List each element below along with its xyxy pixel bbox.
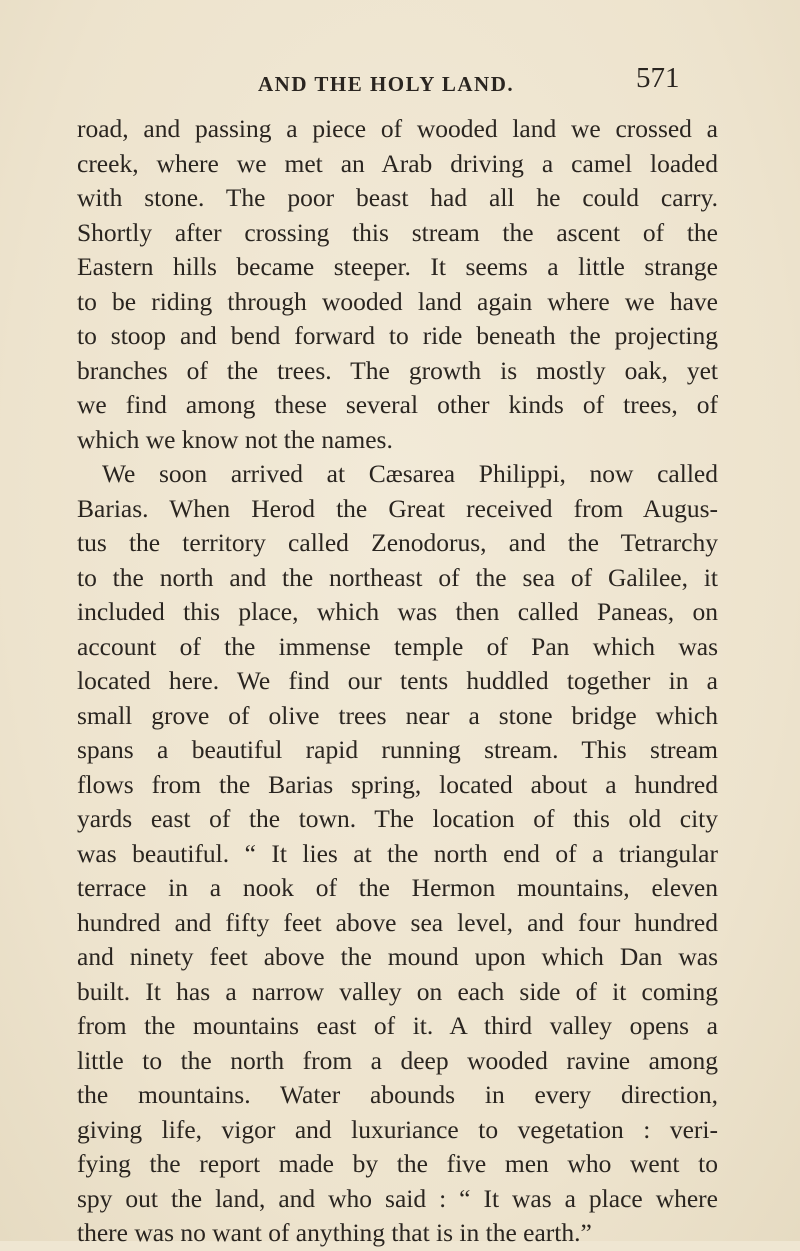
text-line: located here. We find our tents huddled together in a [77,666,718,695]
text-line: from the mountains east of it. A third valley opens a [77,1011,718,1040]
body-text [77,112,718,1251]
text-line: hundred and fifty feet above sea level, and four hundred [77,907,718,937]
text-line: We soon arrived at Cæsarea Philippi, now called [102,459,718,488]
text-line: we find among these several other kinds of trees, of [77,390,718,419]
text-line: the mountains. Water abounds in every direction, [77,1080,718,1109]
text-line: Barias. When Herod the Great received from Augus- [77,493,718,523]
text-line: small grove of olive trees near a stone bridge which [77,700,718,730]
text-line: included this place, which was then called Paneas, on [77,597,718,626]
page-number: 571 [636,62,680,94]
text-line: with stone. The poor beast had all he could carry. [77,183,718,212]
text-line: branches of the trees. The growth is mostly oak, yet [77,355,718,385]
text-line: fying the report made by the five men who went to [77,1149,718,1178]
text-line: Shortly after crossing this stream the ascent of the [77,217,718,247]
text-line: yards east of the town. The location of this old city [77,804,718,833]
text-line: flows from the Barias spring, located about a hundred [77,769,718,799]
text-line: to stoop and bend forward to ride beneath the projecting [77,321,718,350]
text-line: account of the immense temple of Pan which was [77,631,718,661]
text-line: to be riding through wooded land again where we have [77,286,718,316]
text-line: road, and passing a piece of wooded land we crossed a [77,114,718,143]
text-line: giving life, vigor and luxuriance to vegetation : veri- [77,1114,718,1144]
text-line: tus the territory called Zenodorus, and the Tetrarchy [77,528,718,557]
text-line: little to the north from a deep wooded ravine among [77,1045,718,1075]
text-line: which we know not the names. [77,424,393,454]
text-line: creek, where we met an Arab driving a camel loaded [77,148,718,178]
text-line: Eastern hills became steeper. It seems a little strange [77,252,718,281]
text-line: to the north and the northeast of the sea of Galilee, it [77,562,718,592]
running-head: AND THE HOLY LAND. [258,72,515,96]
text-line: terrace in a nook of the Hermon mountains, eleven [77,873,718,902]
text-line: built. It has a narrow valley on each side of it coming [77,976,718,1006]
text-line: and ninety feet above the mound upon which Dan was [77,942,718,971]
text-line: there was no want of anything that is in the earth.” [77,1218,592,1247]
text-line: was beautiful. “ It lies at the north end of a triangular [77,838,718,868]
text-line: spans a beautiful rapid running stream. This stream [77,735,718,764]
text-line: spy out the land, and who said : “ It was a place where [77,1183,718,1213]
